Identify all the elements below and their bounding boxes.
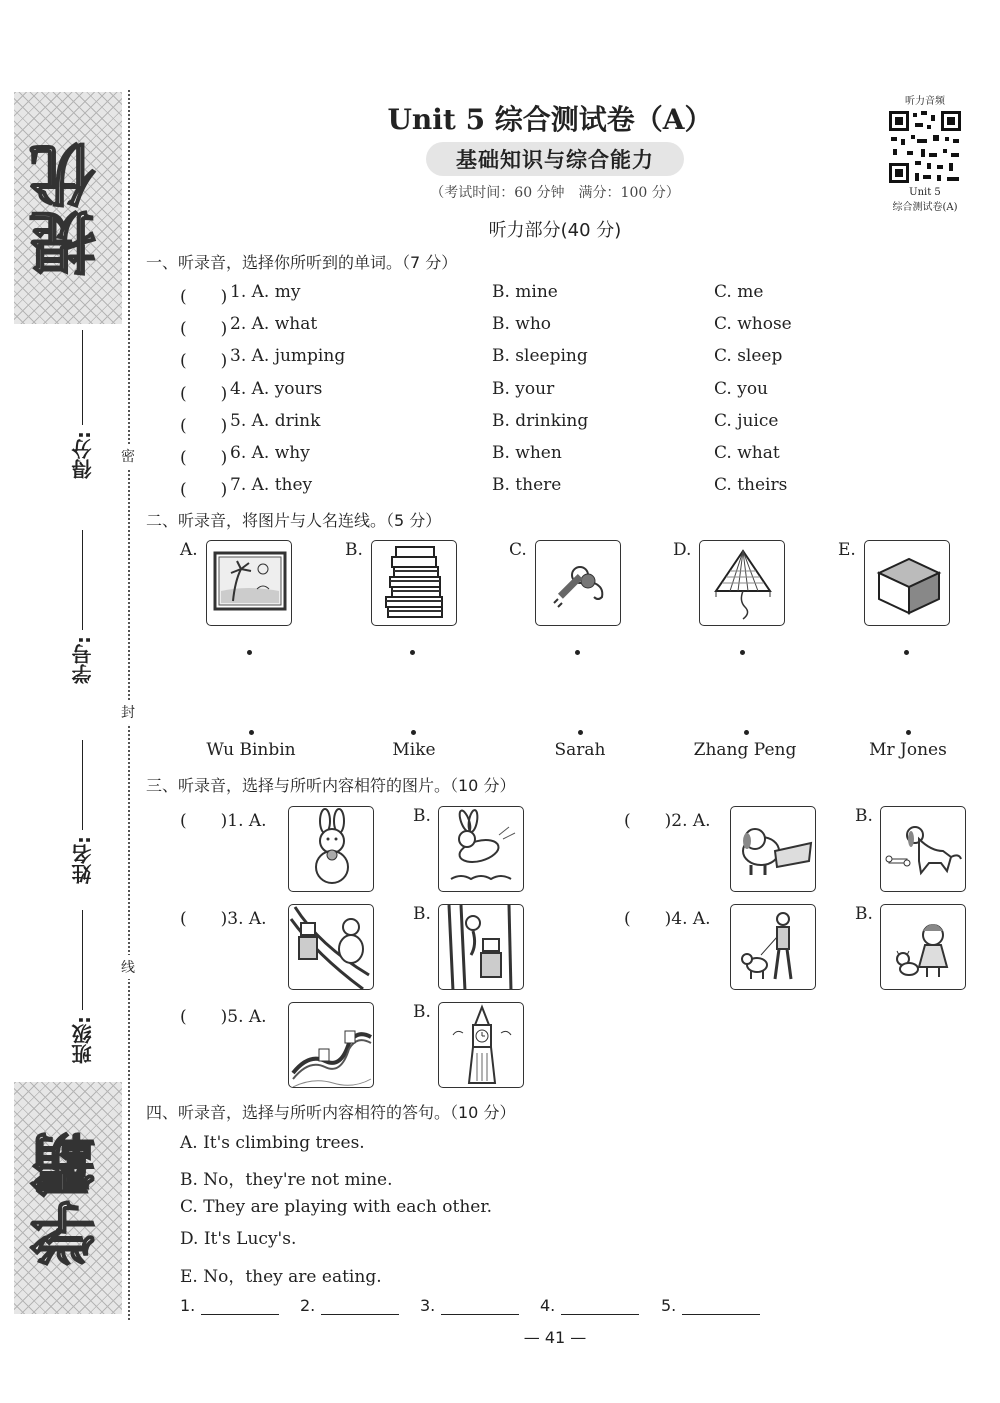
- dot-bottom-5[interactable]: [906, 730, 911, 735]
- answer-paren[interactable]: ( ): [180, 319, 228, 339]
- s1-question-3: [180, 346, 820, 370]
- big-ben-icon: [438, 1002, 524, 1088]
- s1-question-7: [180, 475, 820, 499]
- picture-letter: C.: [509, 540, 527, 560]
- score-field[interactable]: [62, 330, 102, 479]
- name-zhang-peng: Zhang Peng: [693, 740, 797, 760]
- option-b: B. when: [492, 443, 562, 463]
- answer-paren[interactable]: ( ): [180, 416, 228, 436]
- qr-code-icon[interactable]: [887, 109, 963, 185]
- s3-q4-label[interactable]: ( )4. A.: [624, 909, 711, 929]
- section2-heading: 二、听录音，将图片与人名连线。（5 分）: [146, 511, 442, 530]
- s3-q4-option-b: B.: [855, 904, 873, 924]
- s1-question-2: [180, 314, 820, 338]
- dog-bone-icon: [880, 806, 966, 892]
- option-a: 1. A. my: [230, 282, 301, 302]
- dot-bottom-3[interactable]: [578, 730, 583, 735]
- blank-4[interactable]: [540, 1296, 639, 1315]
- subtitle-badge: [426, 142, 684, 176]
- name-sarah: Sarah: [554, 740, 606, 760]
- option-c: C. you: [714, 379, 768, 399]
- student-info-column: [62, 330, 102, 1080]
- option-a: 2. A. what: [230, 314, 318, 334]
- blank-3[interactable]: [420, 1296, 519, 1315]
- option-c: C. whose: [714, 314, 792, 334]
- box-icon: [864, 540, 950, 626]
- option-b: B. drinking: [492, 411, 589, 431]
- s1-question-6: [180, 443, 820, 467]
- student-id-field[interactable]: [62, 530, 102, 684]
- blank-number: 1.: [180, 1296, 196, 1315]
- cut-char-line: 线: [121, 955, 135, 979]
- s3-q1-label[interactable]: ( )1. A.: [180, 811, 267, 831]
- s3-q5-label[interactable]: ( )5. A.: [180, 1007, 267, 1027]
- dot-top-a[interactable]: [247, 650, 252, 655]
- picture-letter: E.: [838, 540, 856, 560]
- answer-paren[interactable]: ( ): [180, 287, 228, 307]
- answer-paren[interactable]: ( ): [180, 384, 228, 404]
- blank-number: 2.: [300, 1296, 316, 1315]
- s1-question-4: [180, 379, 820, 403]
- picture-letter: B.: [345, 540, 363, 560]
- option-b: B. mine: [492, 282, 558, 302]
- answer-paren[interactable]: ( ): [180, 448, 228, 468]
- option-b: B. sleeping: [492, 346, 588, 366]
- answer-option-d: D. It's Lucy's.: [180, 1229, 297, 1249]
- qr-code-block[interactable]: [882, 92, 968, 213]
- bottom-decoration: [14, 1082, 122, 1314]
- name-wu-binbin: Wu Binbin: [206, 740, 296, 760]
- dog-drinking-icon: [730, 806, 816, 892]
- exam-info: （考试时间：60 分钟 满分：100 分）: [430, 185, 680, 201]
- dot-bottom-4[interactable]: [744, 730, 749, 735]
- name-label: 姓名:: [70, 836, 95, 884]
- page-title: Unit 5 综合测试卷（A）: [387, 103, 713, 136]
- s3-q1-option-b: B.: [413, 806, 431, 826]
- section3-heading: 三、听录音，选择与所听内容相符的图片。（10 分）: [146, 776, 516, 795]
- option-a: 3. A. jumping: [230, 346, 346, 366]
- answer-option-a: A. It's climbing trees.: [180, 1133, 365, 1153]
- monkey-robot-icon: [438, 904, 524, 990]
- blank-number: 3.: [420, 1296, 436, 1315]
- listening-part-title: 听力部分(40 分): [488, 220, 622, 241]
- books-icon: [371, 540, 457, 626]
- blank-number: 4.: [540, 1296, 556, 1315]
- name-mr-jones: Mr Jones: [869, 740, 947, 760]
- answer-option-e: E. No，they are eating.: [180, 1267, 382, 1287]
- option-b: B. there: [492, 475, 562, 495]
- dot-bottom-2[interactable]: [411, 730, 416, 735]
- dot-top-d[interactable]: [740, 650, 745, 655]
- deco-text-top: 提优: [29, 140, 107, 276]
- option-a: 4. A. yours: [230, 379, 323, 399]
- option-c: C. what: [714, 443, 780, 463]
- beach-painting-icon: [206, 540, 292, 626]
- section4-heading: 四、听录音，选择与所听内容相符的答句。（10 分）: [146, 1103, 516, 1122]
- qr-label-mid: Unit 5: [909, 187, 941, 198]
- picture-letter: D.: [673, 540, 692, 560]
- option-c: C. sleep: [714, 346, 783, 366]
- score-label: 得分:: [70, 431, 95, 479]
- class-label: 班级:: [70, 1016, 95, 1064]
- qr-label-bot: 综合测试卷(A): [892, 202, 958, 213]
- name-mike: Mike: [392, 740, 436, 760]
- name-field[interactable]: [62, 740, 102, 884]
- deco-text-bottom: 学霸: [29, 1130, 107, 1266]
- subtitle: 基础知识与综合能力: [456, 148, 654, 172]
- option-a: 7. A. they: [230, 475, 313, 495]
- option-c: C. me: [714, 282, 764, 302]
- blank-5[interactable]: [661, 1296, 760, 1315]
- class-field[interactable]: [62, 910, 102, 1064]
- option-a: 5. A. drink: [230, 411, 321, 431]
- rabbit-jumping-icon: [438, 806, 524, 892]
- girl-cat-icon: [880, 904, 966, 990]
- keys-icon: [535, 540, 621, 626]
- robot-bear-icon: [288, 904, 374, 990]
- kite-icon: [699, 540, 785, 626]
- s3-q3-label[interactable]: ( )3. A.: [180, 909, 267, 929]
- dot-top-e[interactable]: [904, 650, 909, 655]
- qr-label-top: 听力音频: [905, 96, 945, 107]
- rabbit-eating-icon: [288, 806, 374, 892]
- answer-option-b: B. No，they're not mine.: [180, 1170, 393, 1190]
- option-c: C. theirs: [714, 475, 788, 495]
- great-wall-icon: [288, 1002, 374, 1088]
- option-c: C. juice: [714, 411, 779, 431]
- answer-paren[interactable]: ( ): [180, 351, 228, 371]
- option-b: B. who: [492, 314, 552, 334]
- page-number: — 41 —: [523, 1328, 587, 1347]
- answer-paren[interactable]: ( ): [180, 480, 228, 500]
- blank-number: 5.: [661, 1296, 677, 1315]
- s1-question-1: [180, 282, 820, 306]
- blank-1[interactable]: [180, 1296, 279, 1315]
- student-id-label: 学号:: [70, 636, 95, 684]
- man-walking-dog-icon: [730, 904, 816, 990]
- dot-bottom-1[interactable]: [249, 730, 254, 735]
- section1-heading: 一、听录音，选择你所听到的单词。（7 分）: [146, 253, 458, 272]
- cut-char-seal: 密: [121, 444, 135, 468]
- dot-top-b[interactable]: [410, 650, 415, 655]
- dot-top-c[interactable]: [575, 650, 580, 655]
- s3-q2-option-b: B.: [855, 806, 873, 826]
- s3-q3-option-b: B.: [413, 904, 431, 924]
- s3-q5-option-b: B.: [413, 1002, 431, 1022]
- option-a: 6. A. why: [230, 443, 310, 463]
- s1-question-5: [180, 411, 820, 435]
- answer-option-c: C. They are playing with each other.: [180, 1197, 493, 1217]
- cut-char-close: 封: [121, 700, 135, 724]
- s3-q2-label[interactable]: ( )2. A.: [624, 811, 711, 831]
- blank-2[interactable]: [300, 1296, 399, 1315]
- picture-letter: A.: [180, 540, 198, 560]
- option-b: B. your: [492, 379, 555, 399]
